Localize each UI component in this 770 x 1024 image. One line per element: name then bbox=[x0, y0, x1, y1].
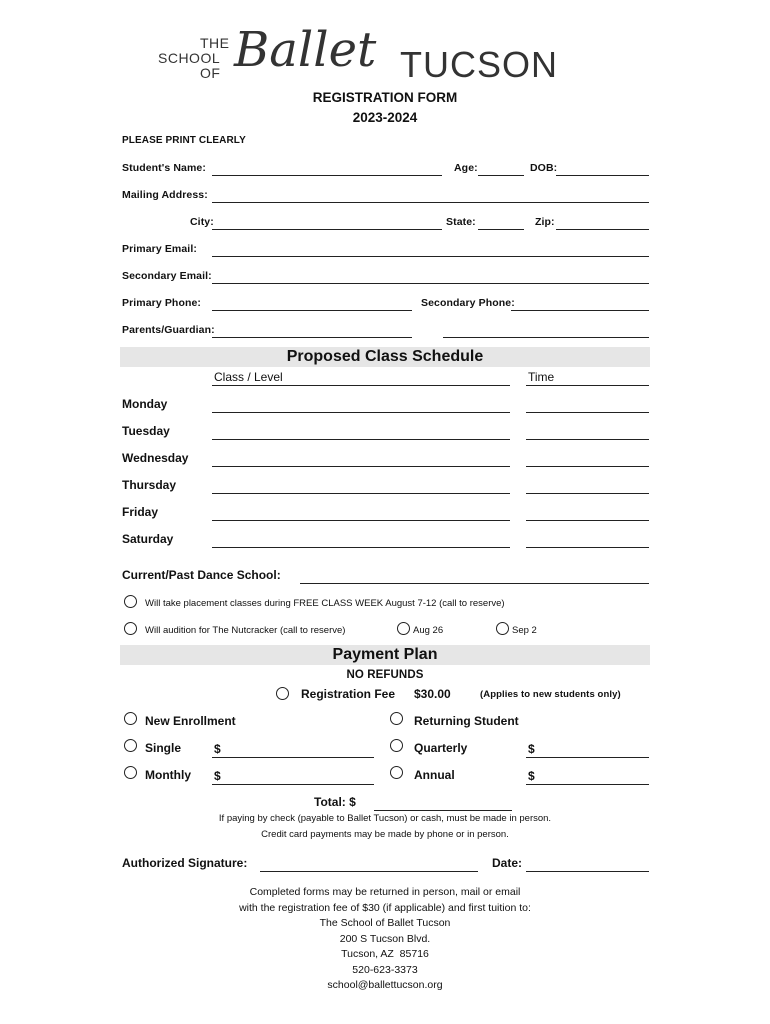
reg-fee-radio[interactable] bbox=[276, 687, 289, 700]
footer-line-1: Completed forms may be returned in person, mail or email bbox=[249, 886, 521, 898]
reg-fee-amount: $30.00 bbox=[414, 687, 451, 701]
zip-label: Zip: bbox=[535, 216, 555, 228]
payment-heading-bar bbox=[120, 645, 650, 665]
age-label: Age: bbox=[454, 162, 478, 174]
annual-amount-field[interactable] bbox=[526, 784, 649, 785]
monthly-dollar: $ bbox=[214, 769, 221, 783]
reg-fee-note: (Applies to new students only) bbox=[480, 689, 621, 700]
friday-time-field[interactable] bbox=[526, 520, 649, 521]
secondary-phone-label: Secondary Phone: bbox=[421, 297, 515, 309]
wednesday-class-field[interactable] bbox=[212, 466, 510, 467]
day-friday: Friday bbox=[122, 505, 159, 519]
thursday-class-field[interactable] bbox=[212, 493, 510, 494]
footer-line-6: 520-623-3373 bbox=[352, 964, 418, 976]
annual-dollar: $ bbox=[528, 769, 535, 783]
footer-line-4: 200 S Tucson Blvd. bbox=[339, 933, 431, 945]
zip-field[interactable] bbox=[556, 229, 649, 230]
dob-label: DOB: bbox=[530, 162, 558, 174]
logo-school: SCHOOL bbox=[158, 50, 221, 66]
tuesday-class-field[interactable] bbox=[212, 439, 510, 440]
signature-label: Authorized Signature: bbox=[122, 856, 248, 870]
reg-fee-label: Registration Fee bbox=[301, 687, 396, 701]
payment-note-1: If paying by check (payable to Ballet Tucson) or cash, must be made in person. bbox=[218, 813, 552, 824]
student-name-field[interactable] bbox=[212, 175, 442, 176]
logo-the: THE bbox=[200, 35, 230, 51]
placement-radio[interactable] bbox=[124, 595, 137, 608]
time-header: Time bbox=[528, 370, 555, 384]
annual-radio[interactable] bbox=[390, 766, 403, 779]
thursday-time-field[interactable] bbox=[526, 493, 649, 494]
signature-field[interactable] bbox=[260, 871, 478, 872]
schedule-heading: Proposed Class Schedule bbox=[286, 348, 484, 365]
annual-label: Annual bbox=[414, 768, 455, 782]
tuesday-time-field[interactable] bbox=[526, 439, 649, 440]
logo-tucson: TUCSON bbox=[400, 44, 558, 85]
primary-email-label: Primary Email: bbox=[122, 243, 197, 255]
audition-text: Will audition for The Nutcracker (call to reserve) bbox=[145, 625, 346, 636]
monday-class-field[interactable] bbox=[212, 412, 510, 413]
day-wednesday: Wednesday bbox=[122, 451, 189, 465]
single-label: Single bbox=[145, 741, 182, 755]
monday-time-field[interactable] bbox=[526, 412, 649, 413]
secondary-phone-field[interactable] bbox=[511, 310, 649, 311]
print-instruction: PLEASE PRINT CLEARLY bbox=[122, 135, 246, 146]
form-title: REGISTRATION FORM bbox=[312, 90, 458, 105]
city-field[interactable] bbox=[212, 229, 442, 230]
sep-2-text: Sep 2 bbox=[512, 625, 537, 636]
single-amount-field[interactable] bbox=[212, 757, 374, 758]
quarterly-label: Quarterly bbox=[414, 741, 468, 755]
returning-radio[interactable] bbox=[390, 712, 403, 725]
mailing-address-field[interactable] bbox=[212, 202, 649, 203]
class-header-rule bbox=[212, 385, 510, 386]
city-label: City: bbox=[190, 216, 214, 228]
primary-phone-field[interactable] bbox=[212, 310, 412, 311]
footer-line-5: Tucson, AZ 85716 bbox=[341, 948, 429, 960]
dance-school-label: Current/Past Dance School: bbox=[122, 568, 281, 582]
no-refunds: NO REFUNDS bbox=[346, 669, 424, 681]
aug-26-text: Aug 26 bbox=[413, 625, 444, 636]
saturday-class-field[interactable] bbox=[212, 547, 510, 548]
single-radio[interactable] bbox=[124, 739, 137, 752]
dance-school-field[interactable] bbox=[300, 583, 649, 584]
logo-of: OF bbox=[200, 65, 221, 81]
footer-line-3: The School of Ballet Tucson bbox=[319, 917, 451, 929]
schedule-heading-bar bbox=[120, 347, 650, 367]
payment-heading: Payment Plan bbox=[332, 646, 438, 663]
parents-field-2[interactable] bbox=[443, 337, 649, 338]
new-enrollment-label: New Enrollment bbox=[145, 714, 236, 728]
friday-class-field[interactable] bbox=[212, 520, 510, 521]
age-field[interactable] bbox=[478, 175, 524, 176]
new-enrollment-radio[interactable] bbox=[124, 712, 137, 725]
saturday-time-field[interactable] bbox=[526, 547, 649, 548]
time-header-rule bbox=[526, 385, 649, 386]
logo-ballet: Ballet bbox=[234, 22, 377, 78]
returning-label: Returning Student bbox=[414, 714, 519, 728]
parents-field-1[interactable] bbox=[212, 337, 412, 338]
form-year: 2023-2024 bbox=[352, 110, 418, 125]
aug-26-radio[interactable] bbox=[397, 622, 410, 635]
quarterly-amount-field[interactable] bbox=[526, 757, 649, 758]
student-name-label: Student's Name: bbox=[122, 162, 206, 174]
total-label: Total: $ bbox=[314, 795, 356, 809]
parents-label: Parents/Guardian: bbox=[122, 324, 215, 336]
day-monday: Monday bbox=[122, 397, 168, 411]
single-dollar: $ bbox=[214, 742, 221, 756]
total-field[interactable] bbox=[374, 810, 512, 811]
dob-field[interactable] bbox=[556, 175, 649, 176]
date-label: Date: bbox=[492, 856, 523, 870]
day-tuesday: Tuesday bbox=[122, 424, 170, 438]
date-field[interactable] bbox=[526, 871, 649, 872]
sep-2-radio[interactable] bbox=[496, 622, 509, 635]
class-level-header: Class / Level bbox=[214, 370, 283, 384]
footer-line-7: school@ballettucson.org bbox=[327, 979, 443, 991]
monthly-radio[interactable] bbox=[124, 766, 137, 779]
state-label: State: bbox=[446, 216, 476, 228]
monthly-label: Monthly bbox=[145, 768, 191, 782]
audition-radio[interactable] bbox=[124, 622, 137, 635]
payment-note-2: Credit card payments may be made by phone or in person. bbox=[261, 829, 509, 840]
quarterly-radio[interactable] bbox=[390, 739, 403, 752]
state-field[interactable] bbox=[478, 229, 524, 230]
mailing-address-label: Mailing Address: bbox=[122, 189, 208, 201]
placement-text: Will take placement classes during FREE CLASS WEEK August 7-12 (call to reserve) bbox=[145, 598, 505, 609]
primary-email-field[interactable] bbox=[212, 256, 649, 257]
monthly-amount-field[interactable] bbox=[212, 784, 374, 785]
quarterly-dollar: $ bbox=[528, 742, 535, 756]
day-saturday: Saturday bbox=[122, 532, 174, 546]
secondary-email-label: Secondary Email: bbox=[122, 270, 212, 282]
day-thursday: Thursday bbox=[122, 478, 177, 492]
footer-line-2: with the registration fee of $30 (if applicable) and first tuition to: bbox=[239, 902, 531, 914]
logo bbox=[158, 22, 568, 86]
primary-phone-label: Primary Phone: bbox=[122, 297, 202, 309]
secondary-email-field[interactable] bbox=[212, 283, 649, 284]
wednesday-time-field[interactable] bbox=[526, 466, 649, 467]
